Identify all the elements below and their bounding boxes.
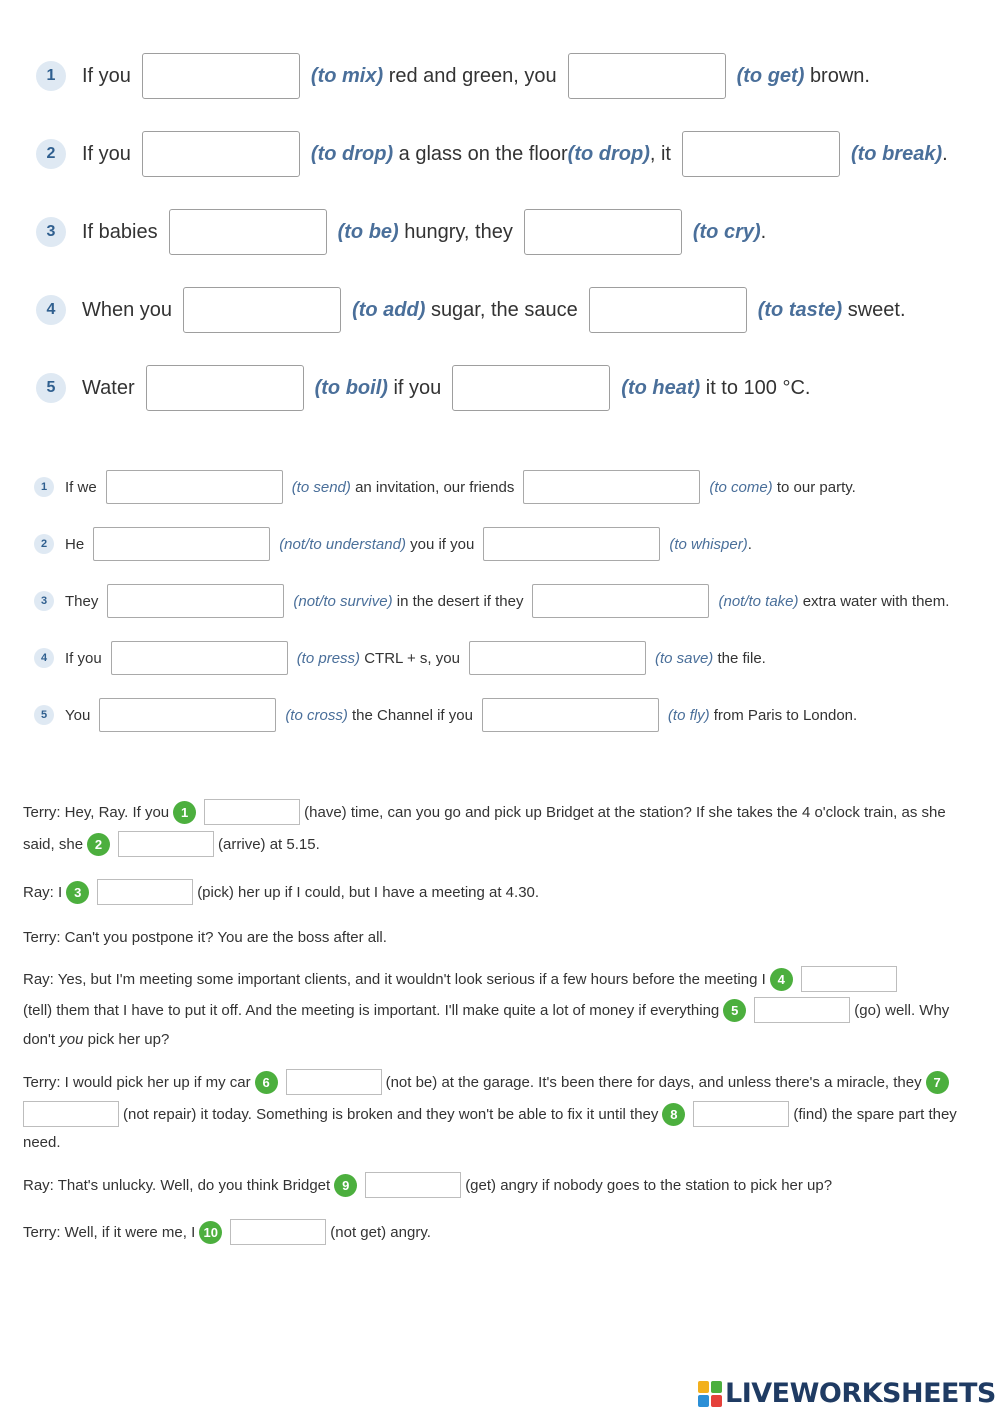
- sentence-text: .: [760, 220, 767, 243]
- gap-number-3: 3: [66, 881, 89, 904]
- gap-number-6: 6: [255, 1071, 278, 1094]
- gap-number-10: 10: [199, 1221, 222, 1244]
- sentence-text: , it: [649, 142, 671, 165]
- dialogue-text: (not repair) it today. Something is broken and they won't be able to fix it until they: [123, 1105, 659, 1123]
- sentence-text: brown.: [809, 64, 870, 87]
- dialogue-text: Terry: Well, if it were me, I: [23, 1223, 196, 1241]
- dialogue-text: said, she: [23, 835, 84, 853]
- dialogue-line: [23, 1134, 61, 1151]
- sentence-text: .: [747, 535, 752, 553]
- answer-input-c6[interactable]: [286, 1069, 382, 1095]
- sentence-text: the file.: [717, 649, 766, 667]
- sentence-text: hungry, they: [404, 220, 513, 243]
- dialogue-text: (not be) at the garage. It's been there for days, and unless there's a miracle, they: [385, 1073, 922, 1091]
- exercise-b-item-2: [34, 527, 752, 561]
- sentence-text: sweet.: [847, 298, 906, 321]
- sentence-text: if you: [393, 376, 442, 399]
- dialogue-line: [23, 1101, 957, 1127]
- sentence-text: When you: [82, 298, 173, 321]
- dialogue-text: Terry: Can't you postpone it? You are the boss after all.: [23, 929, 387, 946]
- question-number: 1: [36, 61, 66, 91]
- sentence-text: If you: [82, 142, 131, 165]
- verb-hint: (to boil): [314, 376, 388, 399]
- verb-hint: (to drop): [310, 142, 394, 165]
- answer-input-a3-1[interactable]: [169, 209, 327, 255]
- answer-input-b2-2[interactable]: [483, 527, 660, 561]
- answer-input-b5-1[interactable]: [99, 698, 276, 732]
- question-number: 5: [34, 705, 54, 725]
- dialogue-text: pick her up?: [87, 1031, 170, 1048]
- answer-input-c10[interactable]: [230, 1219, 326, 1245]
- answer-input-a4-2[interactable]: [589, 287, 747, 333]
- verb-hint: (to get): [736, 64, 805, 87]
- sentence-text: in the desert if they: [396, 592, 524, 610]
- verb-hint: (not/to understand): [279, 535, 406, 553]
- sentence-text: the Channel if you: [352, 706, 473, 724]
- sentence-text: extra water with them.: [802, 592, 950, 610]
- dialogue-emphasis: you: [59, 1031, 84, 1048]
- dialogue-text: (tell) them that I have to put it off. And the meeting is important. I'll make quite a lot of money if everything: [23, 1001, 720, 1019]
- answer-input-c1[interactable]: [204, 799, 300, 825]
- answer-input-c5[interactable]: [754, 997, 850, 1023]
- exercise-a-item-4: [36, 287, 906, 333]
- gap-number-1: 1: [173, 801, 196, 824]
- answer-input-a2-2[interactable]: [682, 131, 840, 177]
- dialogue-line: [23, 879, 539, 905]
- answer-input-a1-1[interactable]: [142, 53, 300, 99]
- verb-hint: (to save): [654, 649, 714, 667]
- answer-input-b4-1[interactable]: [111, 641, 288, 675]
- exercise-a-item-3: [36, 209, 766, 255]
- question-number: 5: [36, 373, 66, 403]
- question-number: 3: [34, 591, 54, 611]
- dialogue-line: [23, 1219, 431, 1245]
- verb-hint: (to press): [296, 649, 361, 667]
- answer-input-c3[interactable]: [97, 879, 193, 905]
- dialogue-line: [23, 1031, 169, 1048]
- liveworksheets-logo-icon: [698, 1381, 722, 1407]
- dialogue-line: [23, 1069, 953, 1095]
- question-number: 3: [36, 217, 66, 247]
- exercise-b-item-1: [34, 470, 856, 504]
- sentence-text: CTRL + s, you: [364, 649, 460, 667]
- dialogue-line: [23, 831, 320, 857]
- verb-hint: (to come): [709, 478, 773, 496]
- answer-input-b1-2[interactable]: [523, 470, 700, 504]
- answer-input-c8[interactable]: [693, 1101, 789, 1127]
- gap-number-9: 9: [334, 1174, 357, 1197]
- verb-hint: (to cross): [285, 706, 348, 724]
- answer-input-b2-1[interactable]: [93, 527, 270, 561]
- answer-input-a4-1[interactable]: [183, 287, 341, 333]
- answer-input-c9[interactable]: [365, 1172, 461, 1198]
- sentence-text: Water: [82, 376, 135, 399]
- sentence-text: you if you: [410, 535, 475, 553]
- gap-number-4: 4: [770, 968, 793, 991]
- dialogue-text: Ray: That's unlucky. Well, do you think Bridget: [23, 1176, 331, 1194]
- question-number: 1: [34, 477, 54, 497]
- dialogue-text: (go) well. Why: [854, 1001, 950, 1019]
- gap-number-5: 5: [723, 999, 746, 1022]
- question-number: 4: [36, 295, 66, 325]
- answer-input-a1-2[interactable]: [568, 53, 726, 99]
- gap-number-7: 7: [926, 1071, 949, 1094]
- logo-text: LIVEWORKSHEETS: [725, 1378, 996, 1409]
- gap-number-2: 2: [87, 833, 110, 856]
- verb-hint: (to send): [291, 478, 351, 496]
- sentence-text: red and green, you: [388, 64, 557, 87]
- question-number: 4: [34, 648, 54, 668]
- answer-input-b5-2[interactable]: [482, 698, 659, 732]
- verb-hint: (to add): [352, 298, 426, 321]
- verb-hint: (not/to take): [718, 592, 799, 610]
- question-number: 2: [36, 139, 66, 169]
- sentence-text: If we: [65, 478, 97, 496]
- dialogue-text: (pick) her up if I could, but I have a meeting at 4.30.: [197, 883, 540, 901]
- verb-hint: (to taste): [757, 298, 843, 321]
- exercise-a-item-5: [36, 365, 810, 411]
- dialogue-text: don't: [23, 1031, 56, 1048]
- dialogue-text: (not get) angry.: [330, 1223, 431, 1241]
- sentence-text: He: [65, 535, 85, 553]
- exercise-b-item-4: [34, 641, 766, 675]
- liveworksheets-logo: [698, 1378, 996, 1409]
- sentence-text: If you: [82, 64, 131, 87]
- dialogue-line: [23, 997, 949, 1023]
- dialogue-text: Ray: Yes, but I'm meeting some important clients, and it wouldn't look serious if a few hours before the meeting I: [23, 970, 766, 988]
- answer-input-c7[interactable]: [23, 1101, 119, 1127]
- answer-input-b1-1[interactable]: [106, 470, 283, 504]
- verb-hint: (to fly): [667, 706, 710, 724]
- gap-number-8: 8: [662, 1103, 685, 1126]
- verb-hint: (to heat): [621, 376, 701, 399]
- sentence-text: If babies: [82, 220, 158, 243]
- dialogue-text: Terry: Hey, Ray. If you: [23, 803, 170, 821]
- exercise-a-item-2: [36, 131, 948, 177]
- answer-input-a5-2[interactable]: [452, 365, 610, 411]
- sentence-text: They: [65, 592, 99, 610]
- dialogue-text: (have) time, can you go and pick up Bridget at the station? If she takes the 4 o'clock train, as she: [304, 803, 946, 821]
- answer-input-b3-2[interactable]: [532, 584, 709, 618]
- answer-input-a2-1[interactable]: [142, 131, 300, 177]
- question-number: 2: [34, 534, 54, 554]
- verb-hint: (to mix): [310, 64, 384, 87]
- dialogue-text: need.: [23, 1134, 61, 1151]
- answer-input-c4[interactable]: [801, 966, 897, 992]
- exercise-a-item-1: [36, 53, 870, 99]
- sentence-text: an invitation, our friends: [355, 478, 515, 496]
- sentence-text: sugar, the sauce: [430, 298, 578, 321]
- dialogue-text: (find) the spare part they: [793, 1105, 957, 1123]
- verb-hint: (to drop): [567, 142, 650, 165]
- verb-hint: (to cry): [692, 220, 761, 243]
- answer-input-c2[interactable]: [118, 831, 214, 857]
- dialogue-text: (get) angry if nobody goes to the station to pick her up?: [465, 1176, 833, 1194]
- sentence-text: it to 100 °C.: [705, 376, 811, 399]
- exercise-b-item-5: [34, 698, 857, 732]
- verb-hint: (not/to survive): [293, 592, 393, 610]
- sentence-text: You: [65, 706, 91, 724]
- answer-input-b3-1[interactable]: [107, 584, 284, 618]
- sentence-text: from Paris to London.: [713, 706, 858, 724]
- verb-hint: (to break): [850, 142, 943, 165]
- dialogue-line: [23, 929, 387, 946]
- answer-input-a3-2[interactable]: [524, 209, 682, 255]
- dialogue-text: Terry: I would pick her up if my car: [23, 1073, 251, 1091]
- dialogue-text: (arrive) at 5.15.: [218, 835, 320, 853]
- exercise-b-item-3: [34, 584, 949, 618]
- answer-input-a5-1[interactable]: [146, 365, 304, 411]
- sentence-text: a glass on the floor: [398, 142, 568, 165]
- verb-hint: (to whisper): [669, 535, 748, 553]
- sentence-text: .: [942, 142, 948, 165]
- sentence-text: to our party.: [776, 478, 856, 496]
- dialogue-text: Ray: I: [23, 883, 63, 901]
- dialogue-line: [23, 1172, 832, 1198]
- dialogue-line: [23, 799, 946, 825]
- dialogue-line: [23, 966, 901, 992]
- sentence-text: If you: [65, 649, 102, 667]
- answer-input-b4-2[interactable]: [469, 641, 646, 675]
- verb-hint: (to be): [337, 220, 399, 243]
